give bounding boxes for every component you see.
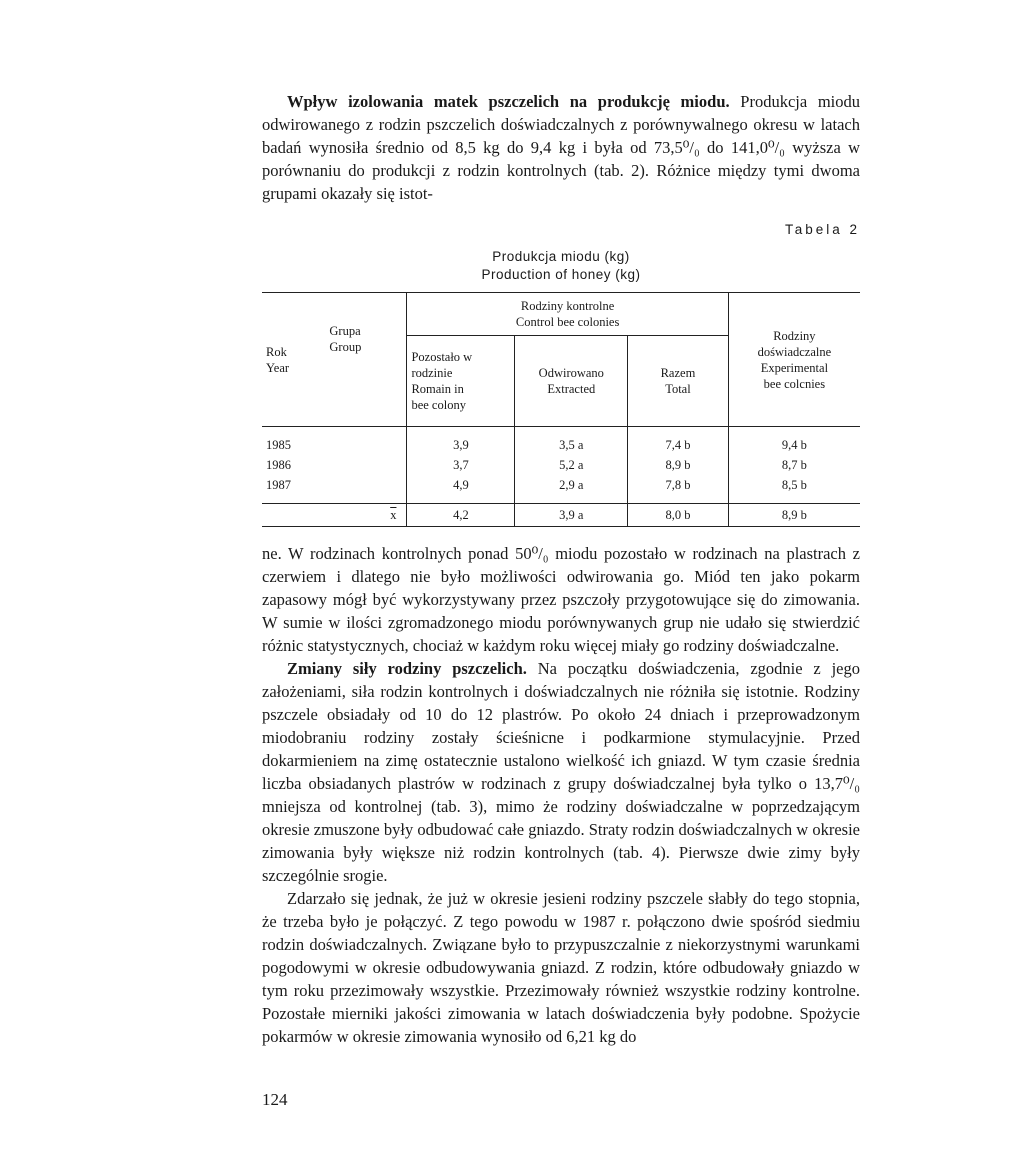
page-number: 124: [262, 1090, 288, 1109]
body-paragraph-3: Zdarzało się jednak, że już w okresie jesieni rodziny pszczele słabły do tego stopnia, że trzeba było je połączyć. Z tego powodu w 1987 r. połączono dwie spośród siedmiu rodzin doświadczalnych. Związane było to przypuszczalnie z niekorzystnymi warunkami pogodowymi w okresie odbudowywania gniazd. Z rodzin, które odbudowały gniazdo w tym roku przezimowały wszystkie. Przezimowały również wszystkie rodziny kontrolne. Pozostałe mierniki jakości zimowania w latach doświadczenia były podobne. Spożycie pokarmów w okresie zimowania wynosiło od 6,21 kg do: [262, 889, 860, 1046]
cell-remain: 3,9: [407, 427, 515, 456]
header-group-pl: Grupa: [329, 324, 361, 338]
header-year-pl: Rok: [266, 344, 287, 359]
header-remain-4: bee colony: [411, 398, 466, 412]
cell-group: [325, 475, 407, 504]
header-year: [262, 293, 325, 427]
header-exp-4: bee colcnies: [763, 376, 826, 391]
header-exp-1: Rodziny: [773, 328, 816, 343]
section-heading-isolation: Wpływ izolowania matek pszczelich na produkcję miodu.: [287, 92, 730, 111]
header-remain-2: rodzinie: [411, 366, 453, 380]
cell-year: 1985: [262, 427, 325, 456]
header-extracted-en: Extracted: [547, 382, 596, 396]
body-paragraph-2-text: Na początku doświadczenia, zgodnie z jego założeniami, siła rodzin kontrolnych i doświadczalnych nie różniła się istotnie. Rodziny pszczele obsiadały od 10 do 12 plastrów. Po około 24 dniach i przeprowadzonym miodobraniu rodziny zostały ścieśnicne i podkarmione stymulacyjnie. Przed dokarmieniem na zimę ostatecznie ustalono wielkość ich gniazd. W tym czasie średnia liczba obsiadanych plastrów w rodzinach z grupy doświadczalnej była tylko o 13,7⁰/₀ mniejsza od kontrolnej (tab. 3), mimo że rodziny doświadczalne w poprzedzającym okresie zmuszone były odbudować całe gniazdo. Straty rodzin doświadczalnych w okresie zimowania były większe niż rodzin kontrolnych (tab. 4). Pierwsze dwie zimy były szczególnie srogie.: [262, 659, 860, 885]
header-exp-2: doświadczalne: [757, 344, 832, 359]
table-row: [262, 475, 860, 504]
cell-remain: 3,7: [407, 455, 515, 475]
header-total-pl: Razem: [660, 366, 696, 380]
cell-total: 8,0 b: [628, 504, 729, 527]
header-year-en: Year: [266, 360, 290, 375]
intro-paragraph: [262, 90, 860, 205]
body-text: [262, 542, 860, 1048]
header-extracted: [515, 336, 628, 427]
header-control-pl: Rodziny kontrolne: [520, 299, 615, 313]
table-row: [262, 455, 860, 475]
cell-total: 7,8 b: [628, 475, 729, 504]
header-remain-3: Romain in: [411, 382, 464, 396]
cell-mean-symbol: [325, 504, 407, 527]
cell-extracted: 2,9 a: [515, 475, 628, 504]
header-group-en: Group: [329, 340, 362, 354]
table-row-mean: [262, 504, 860, 527]
honey-production-table: [262, 292, 860, 527]
cell-year: 1987: [266, 478, 291, 492]
section-heading-colony-strength: Zmiany siły rodziny pszczelich.: [287, 659, 527, 678]
cell-extracted: 5,2 a: [515, 455, 628, 475]
table-label: Tabela 2: [784, 222, 860, 237]
header-control-en: Control bee colonies: [515, 315, 620, 329]
cell-year: 1986: [266, 458, 291, 472]
header-group: [325, 293, 407, 427]
header-extracted-pl: Odwirowano: [538, 366, 604, 380]
cell-extracted: 3,9 a: [515, 504, 628, 527]
cell-group: [325, 455, 407, 475]
cell-experimental: 9,4 b: [728, 427, 860, 456]
cell-remain: 4,2: [407, 504, 515, 527]
header-total-en: Total: [665, 382, 691, 396]
body-paragraph-2: [262, 657, 860, 887]
table-caption-pl: Produkcja miodu (kg): [492, 249, 630, 264]
cell-experimental: 8,7 b: [728, 455, 860, 475]
cell-extracted: 3,5 a: [515, 427, 628, 456]
cell-remain: 4,9: [407, 475, 515, 504]
cell-experimental: 8,9 b: [728, 504, 860, 527]
header-experimental: [728, 293, 860, 427]
cell-year: [262, 504, 325, 527]
header-remain: [407, 336, 515, 427]
table-caption-en: Production of honey (kg): [481, 267, 641, 282]
header-exp-3: Experimental: [760, 360, 829, 375]
header-control-colonies: [407, 293, 728, 336]
intro-text: Produkcja miodu odwirowanego z rodzin pszczelich doświadczalnych z porównywalnego okresu w latach badań wynosiła średnio od 8,5 kg do 9,4 kg i była od 73,5⁰/₀ do 141,0⁰/₀ wyższa w porównaniu do produkcji z rodzin kontrolnych (tab. 2). Różnice między tymi dwoma grupami okazały się istot-: [262, 92, 860, 203]
header-remain-1: Pozostało w: [411, 350, 473, 364]
header-total: [628, 336, 729, 427]
cell-total: 7,4 b: [628, 427, 729, 456]
body-paragraph-1: ne. W rodzinach kontrolnych ponad 50⁰/₀ miodu pozostało w rodzinach na plastrach z czerwiem i dlatego nie było możliwości odwirowania go. Miód ten jako pokarm zapasowy mógł być wykorzystywany przez pszczoły przygotowujące się do zimowania. W sumie w ilości zgromadzonego miodu porównywanych grup nie udało się stwierdzić różnic statystycznych, chociaż w każdym roku więcej miały go rodziny doświadczalne.: [262, 544, 860, 655]
table-row: [262, 427, 860, 456]
mean-symbol: $\overline{x}$: [390, 508, 397, 522]
cell-group: [325, 427, 407, 456]
table-caption: [262, 248, 860, 284]
cell-total: 8,9 b: [628, 455, 729, 475]
cell-experimental: 8,5 b: [728, 475, 860, 504]
